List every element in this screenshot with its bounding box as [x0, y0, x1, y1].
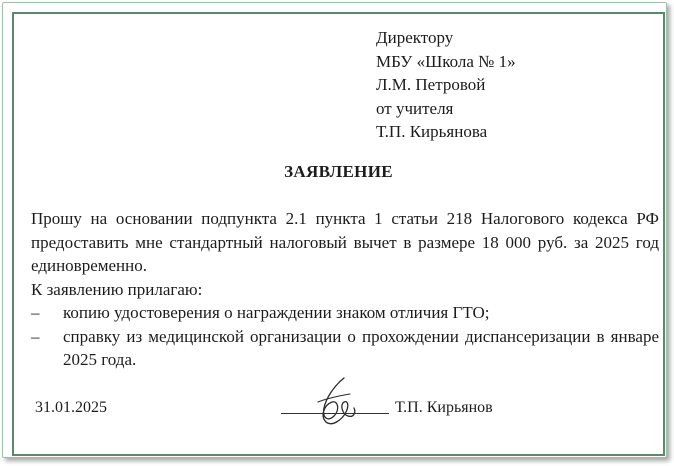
- signer-name: Т.П. Кирьянов: [395, 399, 493, 416]
- attachment-item-text: копию удостоверения о награждении знаком отличия ГТО;: [63, 303, 490, 322]
- addressee-line-position: Директору: [376, 28, 454, 47]
- attachments-intro: К заявлению прилагаю:: [31, 279, 203, 299]
- document-page: [12, 12, 665, 456]
- document-body: [31, 207, 659, 372]
- addressee-line-organization: МБУ «Школа № 1»: [376, 51, 516, 71]
- addressee-line-applicant-name: Т.П. Кирьянова: [376, 122, 488, 141]
- signature-line: [281, 413, 389, 414]
- document-outer-frame: [2, 2, 667, 458]
- document-title: ЗАЯВЛЕНИЕ: [284, 162, 393, 181]
- handwritten-signature: [304, 372, 374, 430]
- list-dash: –: [31, 326, 40, 346]
- addressee-line-director-name: Л.М. Петровой: [376, 75, 486, 94]
- attachment-item: [31, 301, 659, 325]
- addressee-block: [376, 26, 516, 144]
- attachment-item-text: справку из медицинской организации о прохождении диспансеризации в январе 2025 года.: [63, 326, 659, 369]
- request-paragraph: Прошу на основании подпункта 2.1 пункта 1 статьи 218 Налогового кодекса РФ предоставить мне стандартный налоговый вычет в размере 18 000 руб. за 2025 год единовременно.: [31, 209, 659, 275]
- document-date: 31.01.2025: [35, 399, 107, 416]
- list-dash: –: [31, 303, 40, 322]
- addressee-line-from: от учителя: [376, 98, 454, 118]
- attachment-item: [31, 325, 659, 372]
